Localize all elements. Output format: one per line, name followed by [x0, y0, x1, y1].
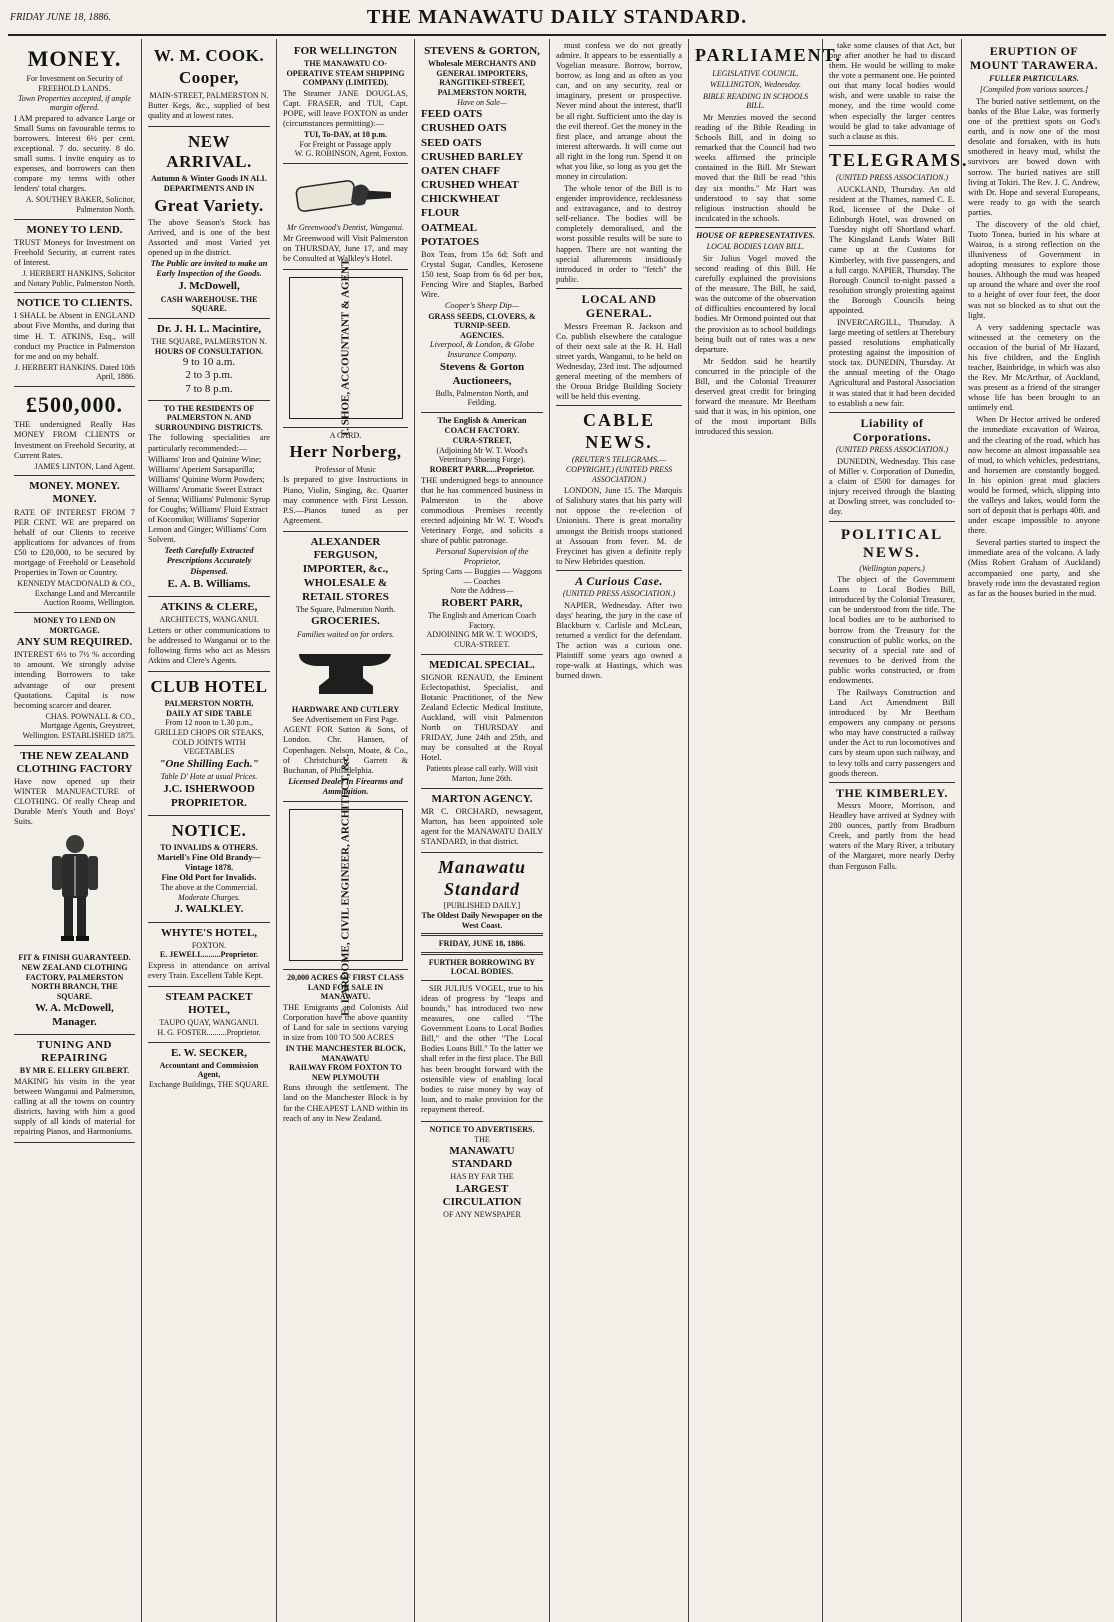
ad-port: Fine Old Port for Invalids. — [161, 873, 257, 883]
curious-case-body: NAPIER, Wednesday. After two days' hearing, the jury in the case of Blackburn v. Carlisle and McLean, returned a verdict for the defendant. The action was a curious one. Plaintiff some years ago owned a rope-walk at Hastings, which was burned down. — [556, 600, 682, 681]
ad-notice-sig: J. HERBERT HANKINS. Dated 10th April, 1886. — [14, 362, 135, 382]
ad-licensed: Licensed Dealer in Firearms and Ammunition. — [288, 776, 403, 796]
ad-steam-packet — [148, 987, 270, 1043]
ad-ferguson-addr: The Square, Palmerston North. — [295, 604, 396, 614]
ad-cooper-sheep: Cooper's Sheep Dip— — [444, 301, 520, 311]
ad-variety: Great Variety. — [154, 195, 264, 215]
ad-whyte-foxton: FOXTON. — [191, 940, 227, 950]
ad-agencies: AGENCIES. — [460, 330, 504, 340]
ad-wellington: FOR WELLINGTON — [293, 45, 398, 57]
ad-atkins-body: Letters or other communications to be addressed to Wanganui or to the following firms who act as Messrs Atkins and Clere's Agents. — [148, 625, 270, 665]
ad-have-on: Have on Sale— — [457, 97, 507, 107]
ad-norberg-body: Is prepared to give Instructions in Piano, Violin, Singing, &c. Quarter may commence with First Lesson. P.S.—Pianos tuned as per Agreement. — [283, 475, 408, 525]
ad-wholesale: Wholesale MERCHANTS AND GENERAL IMPORTERS, — [427, 59, 536, 78]
ad-mcdowell: W. A. McDowell, Manager. — [35, 1002, 114, 1028]
ad-warehouse: CASH WAREHOUSE. THE SQUARE. — [160, 294, 258, 314]
paper-date: FRIDAY, JUNE 18, 1886. — [438, 939, 526, 949]
ad-medical — [421, 655, 543, 789]
telegrams-body: AUCKLAND, Thursday. An old resident at the Thames, named C. E. Rod, licensee of the Duke of Edinburgh Hotel, was drowned on Tuesday night off Shortland wharf. The Kingsland Lands Water Bill came up at the Customs for Kimberley, with five passengers, and a full cargo. NAPIER, Thursday. The Borough Council to-night passed a resolution strongly protesting against the Borough Councils being appointed. — [829, 184, 955, 315]
ad-doctor-name: Dr. J. H. L. Macintire, — [156, 322, 262, 335]
ad-money-money — [14, 476, 135, 613]
ad-invalids — [148, 816, 270, 923]
political-body: The object of the Government Loans to Local Bodies Bill, introduced by the Colonial Treasurer, can be understood from the title. The local bodies are to be authorised to borrow from the Treasury for the construction of public works, on the security of a special rate and of revenues to be derived from the public works constructed, or from endowments. — [829, 575, 955, 685]
goods-list — [421, 108, 543, 249]
ad-families: Families waited on for orders. — [296, 629, 395, 639]
ad-box-teas: Box Teas, from 15s 6d; Soft and Crystal Sugar, Candles, Kerosene 150 test, Soap from 6s 6d per box, Fencing Wire and Staples, Barbed Wire. — [421, 250, 543, 300]
ad-groceries: GROCERIES. — [311, 615, 380, 628]
ad-invalids-title: TO INVALIDS & OTHERS. — [160, 843, 258, 853]
paper-published: [PUBLISHED DAILY.] — [443, 901, 521, 911]
ad-mmm-title: MONEY. MONEY. MONEY. — [29, 480, 120, 506]
ad-money-title: MONEY. — [27, 46, 122, 71]
adv-largest: LARGEST CIRCULATION — [442, 1183, 522, 1209]
ad-norberg-sub: Professor of Music — [315, 464, 376, 474]
ad-steam-sub: TAUPO QUAY, WANGANUI. — [159, 1018, 259, 1028]
eruption-body-5: Several parties started to inspect the immediate area of the volcano. A lady (Miss Robert Graham of Auckland) accompanied one party, and she bravely rode into the devastated region as far as the houses buried in the mud. — [968, 538, 1100, 598]
ad-acres-title: 20,000 ACRES OF FIRST CLASS LAND FOR SALE IN MANAWATU. — [287, 972, 404, 1002]
ad-money-body: I AM prepared to advance Large or Small Sums on favourable terms to borrowers. Interest 6½ per cent. exceptional. 7 do. security. 8 do. small sums. I invite enquiry as to expenses, and borrowers can then compare my terms with other lenders' total charges. — [14, 113, 135, 194]
ad-club-times: From 12 noon to 1.30 p.m., GRILLED CHOPS OR STEAKS, COLD JOINTS WITH VEGETABLES — [154, 718, 264, 757]
goods-item: CHICKWHEAT — [421, 193, 500, 206]
ad-manchester: IN THE MANCHESTER BLOCK, MANAWATU — [285, 1044, 406, 1063]
ad-tuning-title: TUNING AND REPAIRING — [37, 1038, 112, 1064]
ad-prescriptions: Prescriptions Accurately Dispensed. — [166, 556, 252, 576]
ad-parr: ROBERT PARR.....Proprietor. — [429, 464, 535, 474]
ad-any-sum: ANY SUM REQUIRED. — [16, 636, 133, 649]
ad-cook-title: W. M. COOK. — [153, 46, 265, 65]
goods-item: FEED OATS — [421, 108, 483, 121]
eruption-body-2: The discovery of the old chief, Tuoto Tonea, buried in his whare at Wairoa, is a strong reflection on the illusiveness of Government in adopting measures to explore those houses. Although the mud was heaped up around the whare and over the roof to a height of over four feet, the door was not so blocked as to shut out the light. — [968, 219, 1100, 320]
masthead — [8, 4, 1106, 36]
political-sub: (Wellington papers.) — [859, 563, 925, 573]
ad-variety-body: The above Season's Stock has Arrived, and is one of the best Assorted and most Varied yet opened up in the district. — [148, 217, 270, 258]
columns — [8, 39, 1106, 1622]
ad-secker-title: E. W. SECKER, — [170, 1046, 248, 1059]
cable-news-sub: (REUTER'S TELEGRAMS.—COPYRIGHT.) (UNITED PRESS ASSOCIATION.) — [565, 455, 673, 484]
column-1 — [8, 39, 142, 1622]
ad-500000-body: THE undersigned Really Has MONEY FROM CLIENTS or Investment on Freehold Security, at Current Rates. — [14, 420, 135, 460]
political-body-2: The Railways Construction and Land Act Amendment Bill introduced by Mr Beetham empowers any company or persons who may have constructed a railway under the Act to run locomotives and cars by steam upon such railway, and to levy tolls and carry passengers and goods thereon. — [829, 687, 955, 778]
goods-item: CRUSHED WHEAT — [421, 179, 519, 192]
masthead-title: THE MANAWATU DAILY STANDARD. — [366, 6, 748, 28]
ad-mmm-sig: KENNEDY MACDONALD & CO., Exchange Land and Mercantile Auction Rooms, Wellington. — [17, 579, 135, 608]
ad-medical-title: MEDICAL SPECIAL. — [429, 658, 535, 671]
ad-lend-body: TRUST Moneys for Investment on Freehold Security, at current rates of Interest. — [14, 237, 135, 267]
column-6 — [689, 39, 842, 1622]
ad-foster: H. G. FOSTER..........Proprietor. — [157, 1028, 261, 1038]
vertical-card-2-text: E. LAROOME, CIVIL ENGINEER, ARCHITECT, &c. — [338, 753, 351, 1016]
ad-tuning-by: BY MR E. ELLERY GILBERT. — [19, 1066, 130, 1076]
ad-railway: RAILWAY FROM FOXTON TO NEW PLYMOUTH — [289, 1063, 402, 1082]
ad-coach-title: The English & American COACH FACTORY. — [437, 416, 527, 436]
ad-jewell: E. JEWELL.........Proprietor. — [159, 950, 259, 960]
parliament-body: Mr Menzies moved the second reading of the Bible Reading in Schools Bill, and in doing so remarked that the Council had two weeks affirmed the principle contained in the Bill. Mr Stewart moved that the Bill be read "this day six months." Mr Hart was understood to say that some religious instruction should be inculcated in the schools. — [695, 112, 816, 223]
ad-williams-list: Williams' Iron and Quinine Wine; Williams' Aperient Sarsaparilla; Williams' Quinine Worm Powders; Williams' Aromatic Sweet Extract of Senna; Williams' Pulmonic Syrup for Coughs; Williams' Fluid Extract of Kocomiko; Williams' Superior Lemon and Ginger; Williams' Corn Solvent. — [148, 454, 270, 545]
ad-springs: Spring Carts — Buggies — Waggons — Coaches — [422, 567, 542, 586]
ad-clothing-factory — [14, 746, 135, 1035]
leader-cont: must confess we do not greatly admire. It appears to be essentially a Vogelian measure. Borrow, borrow, borrow, as long and as often as you can, and on any security, real or imaginary, present or prospective. Never mind about the interest, that'll be all right. Sufficient unto the day is the evil thereof. Get the money in the first place, and arrange about the interest afterwards. It will come out all right in the long run. Spend it on what you like, so long as you get the money in circulation. — [556, 41, 682, 182]
ad-cook — [148, 41, 270, 127]
ad-cook-body: Butter Kegs, &c., supplied of best quality and at lowest rates. — [148, 101, 270, 120]
telegrams-sub: (UNITED PRESS ASSOCIATION.) — [835, 173, 949, 183]
ad-commercial: The above at the Commercial. — [160, 883, 258, 893]
ad-stevens-title: STEVENS & GORTON, — [424, 45, 540, 57]
house-title: HOUSE OF REPRESENTATIVES. — [696, 230, 815, 240]
column-8 — [962, 39, 1106, 1622]
ad-money-sub: For Investment on Security of FREEHOLD LANDS. — [26, 74, 123, 93]
ad-club-hotel — [148, 672, 270, 816]
ad-marton-body: MR C. ORCHARD, newsagent, Marton, has been appointed sole agent for the MANAWATU DAILY STANDARD, in that district. — [421, 806, 543, 847]
parliament-cont: take some clauses of that Act, but one after another he had to discard them. He would be willing to make the vote a permanent one. He pointed out that many local bodies would wish, and were unable to raise the money, and the time would come when especially the larger centres would be glad to take advantage of such a clause as this. — [829, 41, 955, 141]
column-5 — [550, 39, 689, 1622]
parliament-bible: BIBLE READING IN SCHOOLS BILL. — [702, 91, 809, 111]
leader-title: FURTHER BORROWING BY LOCAL BODIES. — [428, 957, 536, 977]
ad-proprietor: PROPRIETOR. — [171, 796, 247, 809]
ad-anvil-label: HARDWARE AND CUTLERY — [291, 705, 400, 715]
ad-grass: GRASS SEEDS, CLOVERS, & TURNIP-SEED. — [428, 311, 536, 331]
house-body: Sir Julius Vogel moved the second reading of this Bill. He carefully explained the provisions of the measure. The Bill, he said, was the outcome of the observation of difficulties encountered by local bodies. Mr Ormond pointed out that the provision as to school buildings being built out of rates was a new departure. — [695, 254, 816, 354]
house-body-2: Mr Seddon said he heartily concurred in the principle of the Bill, and the Colonial Treasurer deserved great credit for bringing forward the measure. Mr Beetham said that it was, in his opinion, one of the most important Bills introduced this session. — [695, 356, 816, 437]
ad-ferguson-name: ALEXANDER FERGUSON, — [310, 535, 381, 562]
goods-item: CRUSHED BARLEY — [421, 150, 524, 163]
ad-arrival-title: NEW ARRIVAL. — [166, 131, 252, 171]
ad-money-line: Town Properties accepted, if ample margin offered. — [18, 93, 131, 113]
ad-500000-sig: JAMES LINTON, Land Agent. — [34, 461, 135, 471]
ad-money-sig: A. SOUTHEY BAKER, Solicitor, Palmerston North. — [25, 195, 135, 214]
ad-money — [14, 41, 135, 220]
pointing-hand-icon — [283, 170, 408, 220]
adv-the: THE — [474, 1134, 490, 1144]
ad-coop: THE MANAWATU CO-OPERATIVE STEAM SHIPPING COMPANY (LIMITED). — [286, 59, 405, 88]
ad-parr2: ROBERT PARR, — [441, 597, 523, 610]
ad-lend-sig: J. HERBERT HANKINS, Solicitor and Notary Public, Palmerston North. — [14, 269, 135, 288]
column-3 — [277, 39, 415, 1622]
telegrams-body-2: INVERCARGILL, Thursday. A large meeting of settlers at Therebury passed resolutions emphatically protesting against the imposition of stock tax. DUNEDIN, Thursday. At the annual meeting of the Otago Agricultural and Pastoral Association it was stated that it had been decided to establish a new fair. — [829, 317, 955, 408]
local-general-title: LOCAL AND GENERAL. — [581, 291, 657, 321]
ad-norberg-name: Herr Norberg, — [289, 442, 402, 462]
anvil-icon — [283, 642, 408, 702]
ad-chemist: E. A. B. Williams. — [167, 577, 251, 590]
goods-item: POTATOES — [421, 235, 480, 248]
ad-notice2: NOTICE. — [171, 820, 247, 840]
ad-nz-factory: NEW ZEALAND CLOTHING FACTORY, PALMERSTON NORTH BRANCH, THE SQUARE. — [21, 962, 128, 1001]
column-2 — [142, 39, 277, 1622]
ad-walkley: J. WALKLEY. — [174, 903, 244, 916]
masthead-date: FRIDAY JUNE 18, 1886. — [10, 12, 111, 23]
ad-residents-body: The following specialities are particularly recommended:— — [148, 433, 270, 453]
ad-isherwood: J.C. ISHERWOOD — [163, 782, 255, 795]
eruption-title: ERUPTION OF MOUNT TARAWERA. — [969, 44, 1099, 73]
ad-club-shilling: "One Shilling Each." — [159, 757, 259, 770]
adv-of-any: OF ANY NEWSPAPER — [443, 1210, 521, 1220]
ad-factory-tag: FIT & FINISH GUARANTEED. — [18, 953, 131, 963]
ad-acres-body: THE Emigrants and Colonists Aid Corporation have the above quantity of Land for sale in sections varying in size from 100 TO 500 ACRES — [283, 1002, 408, 1042]
house-loan: LOCAL BODIES LOAN BILL. — [706, 242, 805, 252]
political-title: POLITICAL NEWS. — [840, 526, 944, 561]
parliament-council: LEGISLATIVE COUNCIL. — [712, 68, 799, 78]
ad-auction: Stevens & Gorton Auctioneers, — [439, 361, 525, 387]
ad-club-sub: PALMERSTON NORTH, — [164, 699, 254, 709]
ad-greenwood — [283, 164, 408, 270]
liability-sub: (UNITED PRESS ASSOCIATION.) — [835, 445, 949, 455]
ad-atkins-sub: ARCHITECTS, WANGANUI. — [159, 614, 259, 624]
adv-notice-title: NOTICE TO ADVERTISERS. — [429, 1124, 535, 1134]
ad-atkins — [148, 597, 270, 672]
ad-ferguson-retail: WHOLESALE & RETAIL STORES — [302, 577, 389, 603]
column-7 — [823, 39, 969, 1622]
ad-steamer: The Steamer JANE DOUGLAS, Capt. FRASER, and TUI, Capt. POPE, will leave FOXTON as under (circumstances permitting):— — [283, 88, 408, 129]
eruption-compiled: [Compiled from various sources.] — [979, 85, 1089, 95]
eruption-body-3: A very saddening spectacle was witnessed at the cemetery on the occasion of the burial of Mr Hazard, his five children, and the English teacher, Bainbridge, in which was also the Rev. Mr McArthur, of Auckland, was present as a friend of the stranger whose life has been brought to an untimely end. — [968, 322, 1100, 413]
ad-club-table: DAILY AT SIDE TABLE — [166, 708, 252, 718]
ad-tuning-body: MAKING his visits in the year between Wanganui and Palmerston, calling at all the towns on country districts, having with him a good supply of all kinds of material for repairing Pianos, and Harmoniums. — [14, 1076, 135, 1137]
ad-hours-1: 9 to 10 a.m. — [182, 356, 236, 369]
ad-hours-3: 7 to 8 p.m. — [185, 382, 233, 395]
ad-adjoining: ADJOINING MR W. T. WOOD'S, CURA-STREET. — [426, 630, 538, 649]
ad-personal: Personal Supervision of the Proprietor, — [435, 547, 529, 567]
leader-cont-2: The whole tenor of the Bill is to engender improvidence, recklessness and extravagance, and to destroy self-reliance. The bodies will be completely demoralised, and the worst possible results will be sure to happen. There are not wanting the special allurements insidiously introduced in order to "fetch" the public. — [556, 184, 682, 284]
ad-factory-title: THE NEW ZEALAND CLOTHING FACTORY — [16, 749, 133, 775]
ad-cook-sub: Cooper, — [178, 68, 239, 88]
eruption-body-1: The buried native settlement, on the banks of the Blue Lake, was formerly one of the prettiest spots on God's earth, and is now one of the most desolate and forsaken, with its huts smothered in heavy mud, whilst the survivors are bowed down with sorrow. The buried natives are still living at Tokiri. The Rev. J. C. Andrew, with Dr. Hope and several Europeans, were ready to go with the search parties. — [968, 96, 1100, 217]
ad-public: The Public are invited to make an Early Inspection of the Goods. — [150, 259, 268, 279]
parliament-title: PARLIAMENT. — [695, 45, 842, 65]
paper-masthead — [421, 857, 543, 1115]
ad-doctor-addr: THE SQUARE, PALMERSTON N. — [151, 336, 267, 346]
ad-coach2: The English and American Coach Factory. — [428, 611, 536, 630]
ad-coach-factory — [421, 413, 543, 655]
ad-street: RANGITIKEI-STREET, PALMERSTON NORTH, — [437, 78, 527, 97]
ad-notice-body: I SHALL be Absent in ENGLAND about Five Months, and during that time H. T. ATKINS, Esq., will conduct my Practice in Palmerston for me and on my behalf. — [14, 311, 135, 361]
ad-tui: TUI, To-DAY, at 10 p.m. — [304, 130, 387, 140]
ad-notice-advertisers — [421, 1121, 543, 1224]
eruption-body-4: When Dr Hector arrived he ordered the immediate excavation of Wairoa, and the clearing of the road, which has now become an almost impassable sea of mud, to which vehicles, pedestrians, and horsemen are constantly bogged. In his opinion great mud glaciers would be formed, which, slipping into the valleys and lakes, would form the sort of deposit that is perhaps 40ft. and under escape impossible to anyone there. — [968, 415, 1100, 536]
ad-factory-body: Have now opened up their WINTER MANUFACTURE of CLOTHING. Of really Cheap and Durable Men's Youth and Boys' Suits. — [14, 776, 135, 827]
ad-liverpool: Liverpool, & London, & Globe Insurance Company. — [429, 340, 535, 360]
ad-stevens-gorton — [421, 41, 543, 413]
parliament-dateline: WELLINGTON, Wednesday. — [710, 80, 801, 90]
ad-hours-2: 2 to 3 p.m. — [185, 369, 233, 382]
ad-marton — [421, 789, 543, 854]
ad-card: A CARD. — [329, 430, 362, 440]
ad-500000 — [14, 387, 135, 476]
leader-body: SIR JULIUS VOGEL, true to his ideas of progress by "leaps and bounds," has introduced two new measures, one called "The Government Loans to Local Bodies Bill," and the other "The Local Bodies Loans Bill." To the latter we shall refer in the first place. The Bill has been brought forward with the ostensible view of enabling local bodies to raise money by way of loan, and to make provision for the repayment thereof. — [421, 983, 543, 1114]
ad-ferguson-sub: IMPORTER, &c., — [302, 563, 389, 576]
ad-cura-sub: (Adjoining Mr W. T. Wood's Veterinary Shoeing Forge). — [436, 445, 528, 465]
ad-auction-sub: Bulls, Palmerston North, and Feilding. — [435, 388, 529, 408]
ad-tuning — [14, 1035, 135, 1143]
cable-news-title: CABLE NEWS. — [582, 410, 655, 452]
ad-marton-title: MARTON AGENCY. — [431, 792, 533, 805]
curious-case-sub: (UNITED PRESS ASSOCIATION.) — [562, 589, 676, 599]
boy-illustration — [14, 830, 135, 950]
liability-title: Liability of Corporations. — [852, 415, 932, 445]
adv-has-by: HAS BY FAR THE — [450, 1172, 514, 1182]
local-general-body: Messrs Freeman R. Jackson and Co. publish elsewhere the catalogue of their next sale at the R. H. Hall street yards, Wanganui, to be held on Wednesday, 23rd inst. The adjourned general meeting of the members of the Oroua Bridge Building Society will be held this evening. — [556, 321, 682, 402]
paper-mastline: Manawatu Standard — [437, 857, 527, 899]
ad-hours-title: HOURS OF CONSULTATION. — [154, 346, 264, 356]
goods-item: OATMEAL — [421, 221, 478, 234]
ad-whyte-body: Express in attendance on arrival every Train. Excellent Table Kept. — [148, 960, 270, 981]
goods-item: OATEN CHAFF — [421, 164, 500, 177]
ad-mortgage-title: MONEY TO LEND ON MORTGAGE. — [33, 615, 116, 635]
ad-atkins-title: ATKINS & CLERE, — [160, 600, 258, 613]
ad-club-dhote: Table D' Hote at usual Prices. — [160, 772, 258, 781]
cable-news-body: LONDON, June 15. The Marquis of Salisbury states that his party will not oppose the re-election of Unionists. There is great mortality amongst the British troops stationed at Assouan from fever. M. de Freycinet has given a definite reply to New Hebrides question. — [556, 486, 682, 566]
ad-cook-addr: MAIN-STREET, PALMERSTON N. — [149, 90, 269, 100]
ad-mcdowell2: J. McDowell, — [178, 280, 240, 293]
ad-tooth: Teeth Carefully Extracted — [164, 546, 254, 556]
ad-freight: For Freight or Passage apply — [299, 139, 392, 149]
ad-secker — [148, 1043, 270, 1094]
ad-greenwood-body: Mr Greenwood will Visit Palmerston on THURSDAY, June 17, and may be Consulted at Walkley's Hotel. — [283, 233, 408, 263]
ad-robinson: W. G. ROBINSON, Agent, Foxton. — [294, 149, 408, 159]
ad-notice-clients — [14, 293, 135, 387]
ad-any-sum-body: INTEREST 6½ to 7½ % according to amount. We strongly advise intending Borrowers to take advantage of our present Quotations. Capital is now becoming scarcer and dearer. — [14, 650, 135, 710]
ad-arrival-sub: Autumn & Winter Goods IN ALL DEPARTMENTS AND IN — [151, 174, 267, 193]
kimberley-body: Messrs Moore, Morrison, and Headley have arrived at Sydney with 280 ounces, partly from Bradburn Creek, and partly from the head waters of the Mary River, a tributary of the Margaret, more nearly Derby than Ferguson Falls. — [829, 801, 955, 871]
ad-mmm-body: RATE OF INTEREST FROM 7 PER CENT. WE are prepared on behalf of our Clients to receive applications for advances of from £50 to £20,000, to be secured by mortgage of Freehold or Leasehold Properties in Town or Country. — [14, 507, 135, 578]
ad-doctor — [148, 319, 270, 401]
eruption-fuller: FULLER PARTICULARS. — [989, 73, 1079, 83]
ad-agent-for: AGENT FOR Sutton & Sons, of London. Chr. Hansen, of Copenhagen. Nelson, Moate, & Co., of Christchurch. Garrett & Buchanan, of Philadelphia. — [283, 725, 408, 775]
ad-norberg — [283, 428, 408, 532]
ad-cura: CURA-STREET, — [452, 436, 512, 446]
ad-medical-body: SIGNOR RENAUD, the Eminent Eclectopathist, Specialist, and Botanic Practitioner, of the New Zealand Eclectic Medical Institute, Auckland, will visit Palmerston North on THURSDAY and FRIDAY, June 24th and 25th, and may be consulted at the Royal Hotel. — [421, 672, 543, 763]
ad-moderate: Moderate Charges. — [178, 892, 240, 902]
ad-parr-body: THE undersigned begs to announce that he has commenced business in Palmerston in the above commodious Premises recently erected adjoining Mr W. T. Wood's Veterinary Forge, and solicits a share of public patronage. — [421, 475, 543, 545]
telegrams-title: TELEGRAMS. — [829, 149, 969, 170]
ad-powell-sig: CHAS. POWNALL & CO., Mortgage Agents, Greystreet, Wellington. ESTABLISHED 1875. — [22, 711, 135, 740]
liability-body: DUNEDIN, Wednesday. This case of Miller v. Corporation of Dunedin, a claim of £500 for damages for injury received through the blasting at Dowling street, was concluded to-day. — [829, 457, 955, 517]
goods-item: SEED OATS — [421, 136, 482, 149]
ad-new-arrival — [148, 127, 270, 319]
ad-residents-title: TO THE RESIDENTS OF PALMERSTON N. AND SURROUNDING DISTRICTS. — [155, 403, 263, 432]
paper-oldest: The Oldest Daily Newspaper on the West Coast. — [421, 910, 543, 930]
column-4 — [415, 39, 550, 1622]
adv-manawatu: MANAWATU STANDARD — [449, 1145, 515, 1171]
ad-accountant: Accountant and Commission Agent, — [159, 1060, 259, 1080]
ad-coop-shipping — [283, 41, 408, 164]
ad-greenwood-stamp: Mr Greenwood's Dentist, Wanganui. — [287, 223, 404, 233]
ad-brandy: Martell's Fine Old Brandy— Vintage 1878. — [157, 852, 261, 873]
ad-acres-more: Runs through the settlement. The land on the Manchester Block is by far the CHEAPEST LAND within its reach of any in New Zealand. — [283, 1083, 408, 1123]
goods-item: CRUSHED OATS — [421, 122, 507, 135]
ad-steam-title: STEAM PACKET HOTEL, — [165, 991, 253, 1017]
curious-case-title: A Curious Case. — [575, 573, 663, 588]
ad-whyte — [148, 923, 270, 988]
ad-lend — [14, 220, 135, 294]
ad-notice-title: NOTICE TO CLIENTS. — [16, 297, 133, 310]
ad-residents — [148, 401, 270, 597]
ad-club-title: CLUB HOTEL — [150, 676, 268, 696]
ad-note: Note the Address— — [450, 586, 514, 596]
kimberley-title: THE KIMBERLEY. — [836, 785, 948, 800]
ad-lend-title: MONEY TO LEND. — [26, 223, 123, 236]
ad-mortgage — [14, 613, 135, 746]
ad-500000-title: £500,000. — [26, 391, 123, 417]
vertical-card-text: T. SHOE, ACCOUNTANT & AGENT — [338, 258, 351, 438]
goods-item: FLOUR — [421, 207, 460, 220]
ad-patients: Patients please call early. Will visit Marton, June 26th. — [426, 764, 538, 784]
ad-exchange: Exchange Buildings, THE SQUARE. — [148, 1080, 270, 1090]
ad-whyte-title: WHYTE'S HOTEL, — [161, 926, 257, 939]
ad-see-ad: See Advertisement on First Page. — [292, 714, 399, 724]
